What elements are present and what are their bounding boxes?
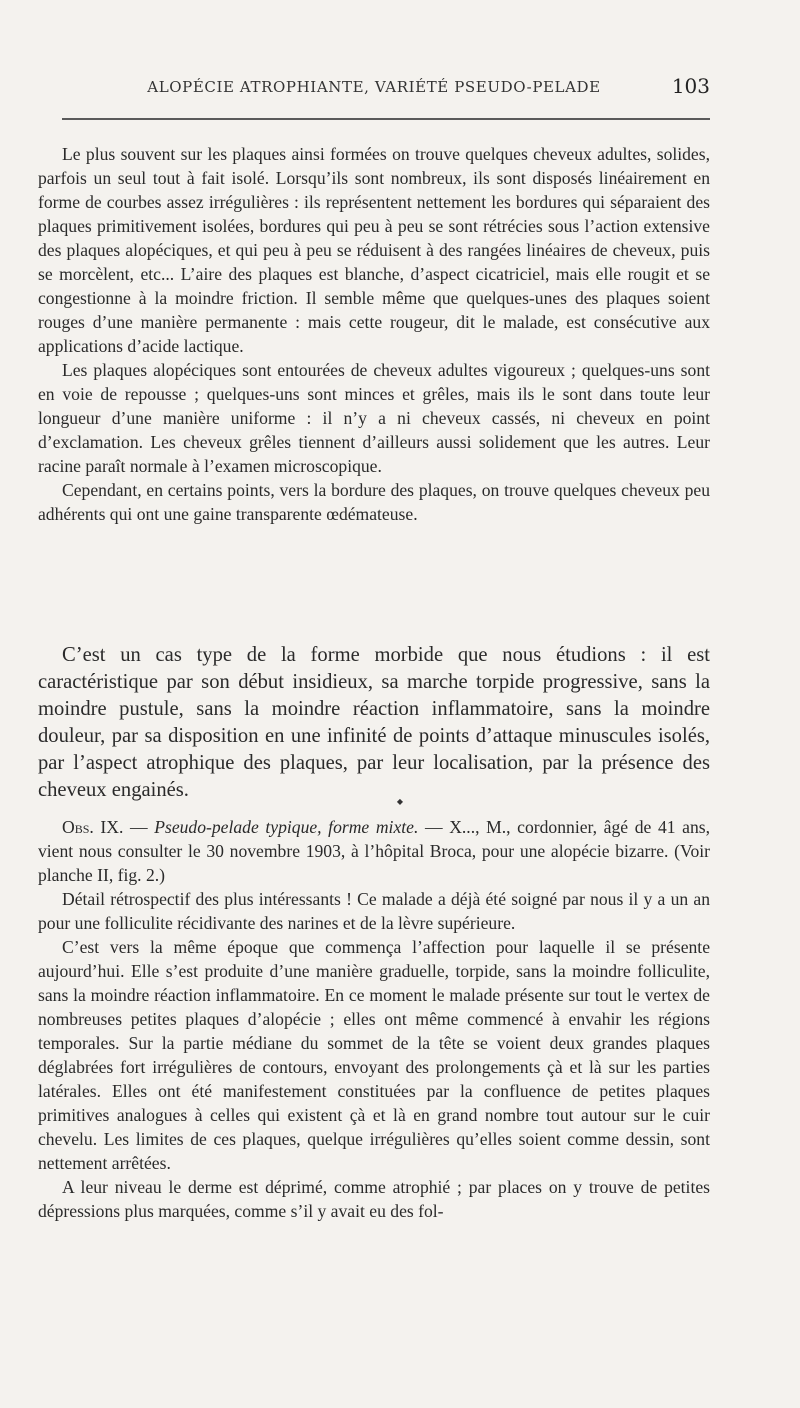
ornament-mark bbox=[0, 797, 800, 806]
summary-paragraph: C’est un cas type de la forme morbide que nous étudions : il est caractéristique par son début insidieux, sa marche torpide progressive, sans la moindre pustule, sans la moindre réaction inflammatoire, sans la moindre douleur, par sa disposition en une infinité de points d’attaque minuscules isolés, par l’aspect atrophique des plaques, par leur localisation, par la présence des cheveux engainés. bbox=[38, 644, 710, 801]
header-rule bbox=[62, 118, 710, 120]
observation-title: Pseudo-pelade typique, forme mixte. bbox=[154, 817, 419, 837]
summary-paragraph-block bbox=[38, 642, 710, 804]
paragraph: Les plaques alopéciques sont entourées de cheveux adultes vigoureux ; quelques-uns sont en voie de repousse ; quelques-uns sont minces et grêles, mais ils le sont dans toute leur longueur d’une manière uniforme : il n’y a ni cheveux cassés, ni cheveux en point d’exclamation. Les cheveux grêles tiennent d’ailleurs aussi solidement que les autres. Leur racine paraît normale à l’examen microscopique. bbox=[38, 360, 710, 476]
paragraph: Détail rétrospectif des plus intéressants ! Ce malade a déjà été soigné par nous il y a un an pour une folliculite récidivante des narines et de la lèvre supérieure. bbox=[38, 889, 710, 933]
observation-number: Obs. IX. bbox=[62, 817, 124, 837]
text-block-top bbox=[38, 142, 710, 526]
page-number: 103 bbox=[671, 74, 710, 98]
paragraph: C’est vers la même époque que commença l’affection pour laquelle il se présente aujourd’hui. Elle s’est produite d’une manière graduelle, torpide, sans la moindre folliculite, sans la moindre réaction inflammatoire. En ce moment le malade présente sur tout le vertex de nombreuses petites plaques d’alopécie ; elles ont même commencé à envahir les régions temporales. Sur la partie médiane du sommet de la tête se voient deux grandes plaques déglabrées fort irrégulières de contours, envoyant des prolongements çà et là sur les parties latérales. Elles ont été manifestement constituées par la confluence de petites plaques primitives analogues à celles qui existent çà et là en grand nombre tout autour sur le cuir chevelu. Les limites de ces plaques, quelque irrégulières qu’elles soient comme dessin, sont nettement arrêtées. bbox=[38, 937, 710, 1173]
observation-block bbox=[38, 815, 710, 1223]
observation-intro: — X..., M., cordonnier, âgé de 41 ans, vient nous consulter le 30 novembre 1903, à l’hôpital Broca, pour une alopécie bizarre. (Voir planche II, fig. 2.) bbox=[38, 817, 711, 885]
diamond-icon: ◆ bbox=[396, 797, 404, 806]
paragraph: Le plus souvent sur les plaques ainsi formées on trouve quelques cheveux adultes, solides, parfois un seul tout à fait isolé. Lorsqu’ils sont nombreux, ils sont disposés linéairement en forme de courbes assez irrégulières : ils représentent nettement les bordures qui séparaient des plaques primitivement isolées, bordures qui peu à peu se sont rétrécies sous l’action extensive des plaques alopéciques, et qui peu à peu se réduisent à des rangées linéaires de cheveux, puis se morcèlent, etc... L’aire des plaques est blanche, d’aspect cicatriciel, mais elle rougit et se congestionne à la moindre friction. Il semble même que quelques-unes des plaques soient rouges d’une manière permanente : mais cette rougeur, dit le malade, est consécutive aux applications d’acide lactique. bbox=[38, 144, 710, 356]
paragraph: A leur niveau le derme est déprimé, comme atrophié ; par places on y trouve de petites dépressions plus marquées, comme s’il y avait eu des fol- bbox=[38, 1177, 710, 1221]
paragraph: Cependant, en certains points, vers la bordure des plaques, on trouve quelques cheveux peu adhérents qui ont une gaine transparente œdémateuse. bbox=[38, 480, 710, 524]
observation-heading-paragraph bbox=[38, 815, 710, 887]
page-header bbox=[38, 74, 710, 104]
running-head: ALOPÉCIE ATROPHIANTE, VARIÉTÉ PSEUDO-PELADE bbox=[147, 78, 601, 96]
observation-dash: — bbox=[123, 817, 155, 837]
